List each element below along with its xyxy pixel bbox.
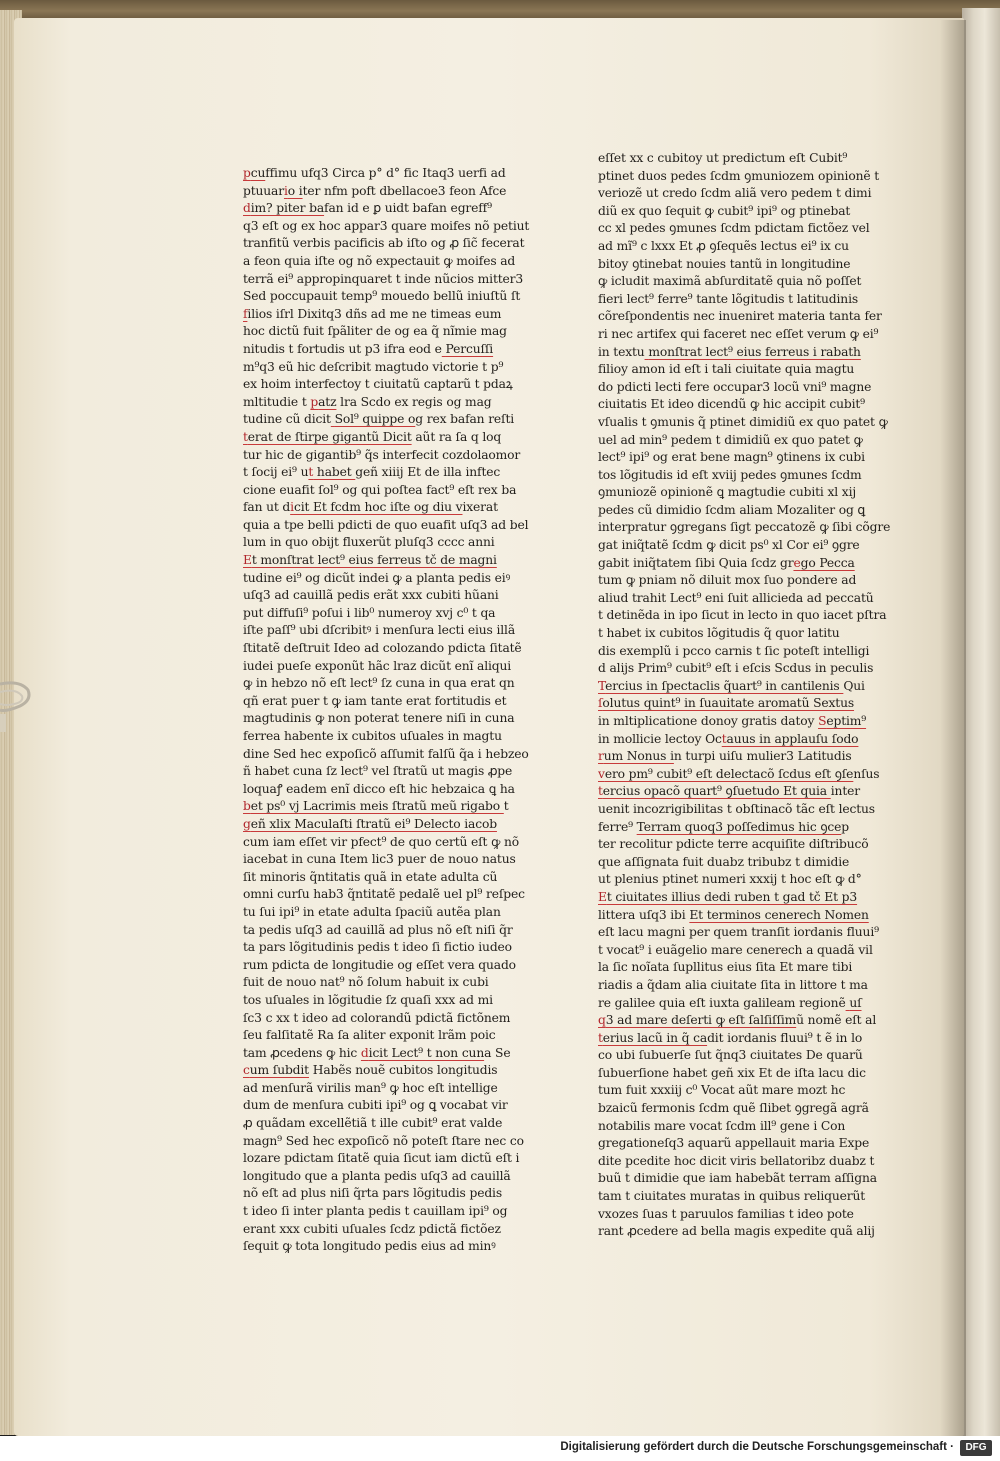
text-line: do pdicti lecti fere occupar3 locũ vni⁹ magne bbox=[598, 379, 872, 394]
text-line: ad mĩ⁹ c lxxx Et ꝓ ꝯſequẽs lectus ei⁹ ix cu bbox=[598, 238, 849, 253]
text-line: fieri lect⁹ ferre⁹ tante lõgitudis t latitudinis bbox=[598, 291, 859, 306]
text-line: tur hic de gigantib⁹ q̃s interfecit cozdolaomor bbox=[243, 447, 521, 462]
right-page-edges bbox=[962, 8, 1000, 1436]
text-line: cc xl pedes ꝯmunes ſcdm pdictam fictõez vel bbox=[598, 221, 870, 236]
rubricated-text: vero pm⁹ cubit⁹ eſt delectacõ ſcdus eſt ꝯſe bbox=[598, 766, 854, 781]
text-line: magn⁹ Sed hec expoſicõ nõ poteſt ſtare nec co bbox=[243, 1133, 524, 1148]
text-line: que aſſignata fuit duabz tribubz t dimidie bbox=[598, 854, 850, 869]
text-line: cum ſubdit Habẽs nouẽ cubitos longitudis bbox=[243, 1063, 498, 1078]
text-line: filios iſrl Dixitq3 dñs ad me ne timeas eum bbox=[243, 306, 502, 321]
text-line: tos uſuales in lõgitudie ſz quaſi xxx ad mi bbox=[243, 992, 493, 1007]
text-line: iacebat in cuna Item lic3 puer de nouo natus bbox=[243, 852, 516, 867]
text-line: lect⁹ ipi⁹ og erat bene magn⁹ ꝯtinens ix cubi bbox=[598, 450, 865, 465]
text-line: ri nec artifex qui faceret nec eſſet verum ꝙ ei⁹ bbox=[598, 326, 879, 341]
text-line: uenit incozrigibilitas t obſtinacõ tãc eſt lectus bbox=[598, 801, 875, 816]
rubricated-text: tauus in applauſu ſodo bbox=[721, 731, 859, 746]
text-line: vxozes ſuas t paruulos familias t ideo pote bbox=[598, 1206, 854, 1221]
dfg-logo: DFG bbox=[960, 1440, 992, 1456]
rubricated-text: io i bbox=[283, 183, 303, 198]
text-line: nõ eſt ad plus niſi q̃rta pars lõgitudis pedis bbox=[243, 1186, 502, 1201]
text-line: in textu monſtrat lect⁹ eius ferreus i rabath bbox=[598, 344, 861, 359]
text-line: t ſocij ei⁹ ut habet geñ xiiij Et de illa inftec bbox=[243, 465, 501, 480]
text-line: ptinet duos pedes ſcdm ꝯmuniozem opinionẽ t bbox=[598, 168, 880, 183]
text-line: cione euafit ſol⁹ og qui poſtea fact⁹ eſt rex ba bbox=[243, 482, 517, 497]
text-line: dine Sed hec expoſicõ aſſumit falſũ q̃a i hebzeo bbox=[243, 746, 529, 761]
text-line: ter recolitur pdicte terre acquiſite diſtribucõ bbox=[598, 837, 869, 852]
text-line: terrã ei⁹ appropinquaret t inde nũcios mitter3 bbox=[243, 271, 524, 286]
rubricated-text: dicit Lect⁹ t non cun bbox=[360, 1045, 485, 1060]
text-line: gabit iniq̃tatem ſibi Quia ſcdz grego Pecca bbox=[598, 555, 855, 570]
rubricated-text: Tercius in ſpectaclis q̃uart⁹ in cantilenis bbox=[598, 678, 844, 693]
text-line: tercius opacõ quart⁹ ꝯſuetudo Et quia inter bbox=[598, 784, 860, 799]
text-line: erant xxx cubiti uſuales ſcdz pdictã fictõez bbox=[243, 1221, 501, 1236]
text-line: tu ſui ipi⁹ in etate adulta ſpaciũ autẽa plan bbox=[243, 904, 501, 919]
text-line: iſte paſſ⁹ ubi dſcribitꝰ i menſura lecti eius illã bbox=[243, 623, 516, 638]
text-line: rum Nonus in turpi uiſu mulier3 Latitudis bbox=[598, 749, 852, 764]
text-line: gregationeſq3 aquarũ appellauit maria Expe bbox=[598, 1136, 870, 1151]
rubricated-text: ſolutus quint⁹ in ſuauitate aromatũ Sextus bbox=[598, 696, 855, 711]
text-line: mltitudie t patz lra Scdo ex regis og mag bbox=[243, 394, 492, 409]
gutter-shadow bbox=[940, 20, 966, 1436]
text-line: bet ps⁰ vj Lacrimis meis ſtratũ meũ rigabo t bbox=[243, 799, 509, 814]
text-line: filioy amon id eſt i tali ciuitate quia magtu bbox=[598, 362, 855, 377]
text-line: ſequit ꝙ tota longitudo pedis eius ad minꝰ bbox=[243, 1239, 496, 1254]
digitization-footer bbox=[0, 1436, 1000, 1461]
rubricated-text: patz bbox=[310, 394, 337, 409]
rubricated-text: Sol⁹ quippe o bbox=[334, 412, 416, 427]
text-line: littera uſq3 ibi Et terminos cenerech Nomen bbox=[598, 907, 869, 922]
text-line: tranfitũ verbis pacificis ab iſto og ꝓ ſic̃ fecerat bbox=[243, 236, 525, 251]
text-line: quia a tpe belli pdicti de quo euafit uſq3 ad bel bbox=[243, 517, 529, 532]
text-line: re galilee quia eſt iuxta galileam regionẽ uſ bbox=[598, 995, 862, 1010]
text-line: m⁹q3 eũ hic deſcribit magtudo victorie t p⁹ bbox=[243, 359, 504, 374]
rubricated-text: q3 ad mare deſerti ꝙ eſt ſalſiſſim bbox=[598, 1013, 797, 1028]
text-line: Sed poccupauit temp⁹ mouedo bellũ iniuſtũ ſt bbox=[243, 289, 521, 304]
text-line: ñ habet cuna ſz lect⁹ vel ſtratũ ut magis ꝓpe bbox=[243, 764, 513, 779]
text-line: ſit minoris q̃ntitatis quã in etate adulta cũ bbox=[243, 869, 498, 884]
footer-credit-text: Digitalisierung gefördert durch die Deutsche Forschungsgemeinschaft · bbox=[560, 1441, 954, 1453]
text-line: cõreſpondentis nec inueniret materia tanta fer bbox=[598, 309, 882, 324]
text-line: qñ erat puer t ꝙ iam tante erat fortitudis et bbox=[243, 693, 507, 708]
text-line: in mltiplicatione donoy gratis datoy Septim⁹ bbox=[598, 714, 867, 728]
text-line: bzaicũ fermonis ſcdm quẽ ſlibet ꝯgregã agrã bbox=[598, 1101, 869, 1116]
text-line bbox=[598, 889, 910, 907]
rubricated-text: terat de ſtirpe gigantũ Dicit bbox=[243, 429, 412, 444]
rubricated-text: tercius opacõ quart⁹ ꝯſuetudo Et quia bbox=[598, 784, 831, 799]
text-line: dim? piter bafan id e ꝑ uidt bafan egreff⁹ bbox=[243, 201, 492, 216]
text-line: t vocat⁹ i euãgelio mare cenerech a quadã vil bbox=[598, 942, 873, 957]
text-line: diũ ex quo ſequit ꝙ cubit⁹ ipi⁹ og ptinebat bbox=[598, 203, 851, 218]
right-text-column bbox=[598, 150, 910, 1241]
text-line: veriozẽ ut credo ſcdm aliã vero pedem t dimi bbox=[598, 186, 872, 201]
text-line: ſtitatẽ deſtruit Ideo ad colozando pdicta ſitatẽ bbox=[243, 641, 522, 656]
text-line: ſubuerſione habet geñ xix Et de iſta lacu dic bbox=[598, 1065, 866, 1080]
text-line: hoc dictũ fuit ſpãliter de og ea q̃ nĩmie mag bbox=[243, 324, 507, 339]
text-line: buũ t dimidie que iam habebãt terram aſſigna bbox=[598, 1171, 877, 1186]
text-line: omni curſu hab3 q̃ntitatẽ pedalẽ uel pl⁹ reſpec bbox=[243, 887, 525, 902]
rubricated-text: Percuſſi bbox=[445, 341, 494, 356]
text-line: ut plenius ptinet numeri xxxij t hoc eſt ꝙ d° bbox=[598, 872, 862, 887]
text-line: ꝙ icludit maximã abſurditatẽ quia nõ poſſet bbox=[598, 274, 862, 289]
rubricated-text: Septim⁹ bbox=[818, 714, 867, 728]
text-line: notabilis mare vocat ſcdm ill⁹ gene i Con bbox=[598, 1118, 846, 1133]
text-line: fuit de nouo nat⁹ nõ ſolum habuit ix cubi bbox=[243, 975, 489, 990]
text-line: eſt lacu magni per quem tranſit iordanis fluui⁹ bbox=[598, 925, 879, 940]
text-line: terius lacũ in q̃ cadit iordanis fluui⁹ t ẽ in lo bbox=[598, 1030, 863, 1045]
text-line: pedes cũ dimidio ſcdm aliam Mozaliter og ꝗ bbox=[598, 502, 866, 517]
text-line: Tercius in ſpectaclis q̃uart⁹ in cantilenis Qui bbox=[598, 678, 865, 693]
text-line: ꝙ in hebzo nõ eſt lect⁹ ſz cuna in qua erat qn bbox=[243, 676, 515, 691]
text-line: ciuitatis Et ideo dicendũ ꝙ hic accipit cubit⁹ bbox=[598, 397, 865, 412]
text-line: ptuuario iter nfm poft dbellacoe3 feon Afce bbox=[243, 183, 507, 198]
text-line: aliud trahit Lect⁹ eni ſuit allicieda ad peccatũ bbox=[598, 590, 874, 605]
text-line bbox=[598, 695, 910, 713]
text-line: ad menſurã virilis man⁹ ꝙ hoc eſt intellige bbox=[243, 1080, 498, 1095]
text-line: dis exemplũ i pcco carnis t ſic poteſt intelligi bbox=[598, 643, 870, 658]
text-line: magtudinis ꝙ non poterat tenere niſi in cuna bbox=[243, 711, 515, 726]
rubricated-text: bet ps⁰ vj Lacrimis meis ſtratũ meũ rigabo bbox=[243, 799, 504, 814]
rubricated-text: t habet bbox=[308, 465, 356, 480]
text-line: ta pedis uſq3 ad cauillã ad plus nõ eſt niſi q̃r bbox=[243, 922, 513, 937]
text-line: rum pdicta de longitudie og eſſet vera quado bbox=[243, 957, 516, 972]
rubricated-text: ego Pecca bbox=[793, 555, 855, 570]
text-line: tam ꝓcedens ꝙ hic dicit Lect⁹ t non cuna Se bbox=[243, 1045, 511, 1060]
text-line: ſc3 c xx t ideo ad colorandũ pdictã fictõnem bbox=[243, 1010, 511, 1025]
text-line: pcuffimu ufq3 Circa p° d° fic Itaq3 uerfi ad bbox=[243, 166, 506, 180]
rubricated-text: Terram quoq3 poſſedimus hic ꝯce bbox=[636, 819, 842, 834]
text-line: lozare pdictam ſitatẽ quia ſicut iam dictũ eſt i bbox=[243, 1151, 520, 1166]
text-line: put diffuſi⁹ poſui i lib⁰ numeroy xvj c⁰ t qa bbox=[243, 605, 496, 620]
text-line: q3 ad mare deſerti ꝙ eſt ſalſiſſimũ nomẽ eſt al bbox=[598, 1013, 877, 1028]
text-line: ꝯmuniozẽ opinionẽ ꝗ magtudie cubiti xl xij bbox=[598, 485, 857, 500]
rubricated-text: uſ bbox=[849, 995, 862, 1010]
text-line: rant ꝓcedere ad bella magis expedite quã alij bbox=[598, 1224, 875, 1239]
rubricated-text: monſtrat lect⁹ eius ferreus i rabath bbox=[648, 344, 861, 359]
text-line: uſq3 ad cauillã pedis erãt xxx cubiti hũani bbox=[243, 588, 499, 603]
text-line: eſſet xx c cubitoy ut predictum eſt Cubit⁹ bbox=[598, 151, 848, 165]
rubricated-text: pcu bbox=[243, 166, 266, 180]
rubricated-text: icit Et fcdm hoc iſte og diu v bbox=[290, 500, 463, 515]
rubricated-text: Et terminos cenerech Nomen bbox=[689, 907, 869, 922]
text-line: ta pars lõgitudinis pedis t ideo ſi fictio iudeo bbox=[243, 940, 512, 955]
text-line: ferrea habente ix cubitos uſuales in magtu bbox=[243, 729, 502, 743]
text-line: tudine cũ dicit Sol⁹ quippe og rex bafan reſti bbox=[243, 412, 515, 427]
text-line: iudei pueſe exponũt hãc lraz dicũt enĩ aliqui bbox=[243, 658, 512, 673]
text-line: ꝓ quãdam excellẽtiã t ille cubit⁹ erat valde bbox=[243, 1116, 503, 1131]
text-line: ex hoim interfectoy t ciuitatũ captarũ t pdaꝝ bbox=[243, 377, 513, 392]
rubricated-text: geñ xlix Maculaſti ſtratũ ei⁹ Delecto iacob bbox=[243, 816, 497, 831]
rubricated-text: terius lacũ in q̃ ca bbox=[598, 1030, 708, 1045]
text-line: vero pm⁹ cubit⁹ eſt delectacõ ſcdus eſt ꝯſenſus bbox=[598, 766, 880, 781]
rubricated-text: Et ciuitates illius dedi ruben t gad tč Et p3 bbox=[598, 889, 858, 904]
text-line: bitoy ꝯtinebat nouies tantũ in longitudine bbox=[598, 256, 851, 271]
text-line: in mollicie lectoy Octauus in applauſu ſodo bbox=[598, 731, 859, 746]
text-line: tudine ei⁹ og dicũt indei ꝙ a planta pedis eiꝰ bbox=[243, 570, 511, 585]
text-line bbox=[243, 816, 545, 834]
text-line: dite pcedite hoc dicit viris bellatoribz duabz t bbox=[598, 1153, 875, 1168]
left-text-column bbox=[243, 165, 545, 1256]
rubricated-text: Et monſtrat lect⁹ eius ferreus tč de magni bbox=[243, 553, 497, 568]
text-line: loquaꝭ eadem enĩ dicco eſt hic hebzaica ꝗ ha bbox=[243, 781, 515, 796]
text-line: longitudo que a planta pedis uſq3 ad cauillã bbox=[243, 1168, 511, 1183]
text-line: t ideo ſi inter planta pedis t cauillam ipi⁹ og bbox=[243, 1204, 508, 1219]
text-line: vſualis t ꝯmunis q̃ ptinet dimidiũ ex quo patet ꝙ bbox=[598, 414, 888, 429]
text-line: q3 eſt og ex hoc appar3 quare moifes nõ petiut bbox=[243, 218, 530, 233]
text-line: gat iniq̃tatẽ ſcdm ꝙ dicit ps⁰ xl Cor ei⁹ ꝯgre bbox=[598, 538, 860, 553]
text-line: t detinẽda in ipo ſicut in lecto in quo iacet pſtra bbox=[598, 608, 887, 623]
rubricated-text: f bbox=[243, 306, 248, 321]
text-line bbox=[243, 552, 545, 570]
text-line: ſeu falſitatẽ Ra ſa aliter exponit lrãm poic bbox=[243, 1028, 496, 1043]
text-line: interpratur ꝯgregans ſigt peccatozẽ ꝙ ſibi cõgre bbox=[598, 520, 891, 535]
text-line: tos lõgitudis id eſt xviij pedes ꝯmunes ſcdm bbox=[598, 467, 862, 482]
text-line: tam t ciuitates muratas in quibus reliquerũt bbox=[598, 1189, 866, 1204]
rubricated-text: rum Nonus i bbox=[598, 749, 674, 764]
text-line: cum iam eſſet vir pfect⁹ de quo certũ eſt ꝙ nõ bbox=[243, 834, 519, 849]
text-line: ferre⁹ Terram quoq3 poſſedimus hic ꝯcep bbox=[598, 819, 850, 834]
text-line: dum de menſura cubiti ipi⁹ og ꝗ vocabat vir bbox=[243, 1098, 508, 1113]
bookmark-clip-icon bbox=[0, 676, 34, 736]
text-line: la ſic noĩata ſupllitus eius ſita Et mare tibi bbox=[598, 960, 853, 975]
text-line: t habet ix cubitos lõgitudis q̃ quor latitu bbox=[598, 626, 840, 641]
text-line: nitudis t fortudis ut p3 ifra eod e Percuſſi bbox=[243, 341, 494, 356]
rubricated-text: cum ſubdit bbox=[243, 1063, 309, 1078]
text-line: tum fuit xxxiij c⁰ Vocat aũt mare mozt hc bbox=[598, 1083, 846, 1098]
text-line: uel ad min⁹ pedem t dimidiũ ex quo patet ꝙ bbox=[598, 432, 863, 447]
text-line: d alijs Prim⁹ cubit⁹ eſt i eſcis Scdus in peculis bbox=[598, 661, 874, 676]
text-line: riadis a q̃dam alia ciuitate ſita in littore t ma bbox=[598, 977, 868, 992]
text-line: tum ꝙ pniam nõ diluit mox ſuo pondere ad bbox=[598, 573, 857, 588]
text-line: co ubi ſubuerſe ſut q̃nq3 ciuitates De quarũ bbox=[598, 1048, 863, 1063]
rubricated-text: dim? piter ba bbox=[243, 201, 325, 216]
text-line: a feon quia iſte og nõ expectauit ꝙ moifes ad bbox=[243, 253, 516, 268]
text-line: fan ut dicit Et fcdm hoc iſte og diu vixerat bbox=[243, 500, 498, 515]
text-line: terat de ſtirpe gigantũ Dicit aũt ra ſa q loq bbox=[243, 429, 502, 444]
text-line: lum in quo obijt fluxerũt pluſq3 cccc anni bbox=[243, 535, 495, 550]
